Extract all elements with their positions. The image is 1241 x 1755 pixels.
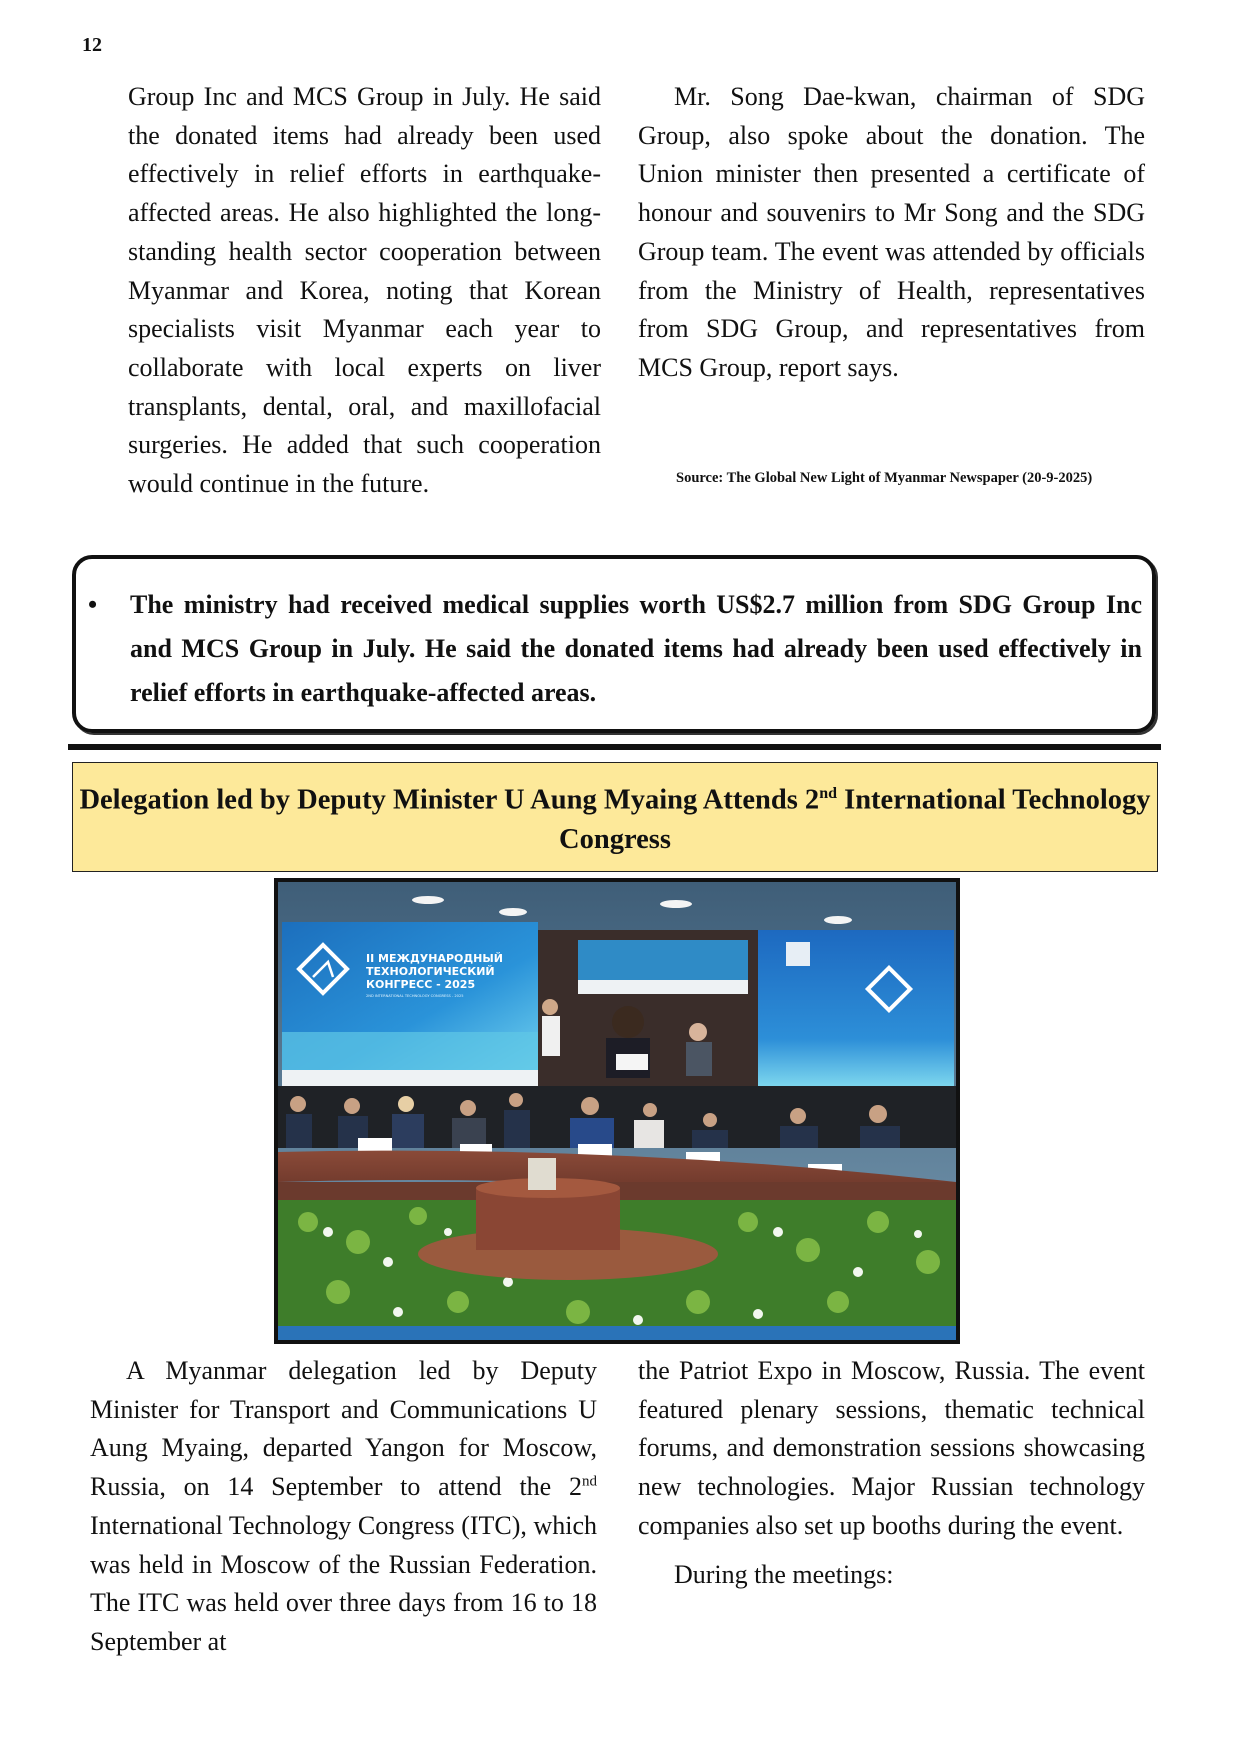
highlight-bullet-item [88, 583, 1142, 715]
screen-subtitle: 2ND INTERNATIONAL TECHNOLOGY CONGRESS - 2025 [366, 994, 464, 998]
article-text-continued: International Technology Congress (ITC), which was held in Moscow of the Russian Federation. The ITC was held over three days from 16 to 18 September at [90, 1510, 597, 1656]
highlight-text: The ministry had received medical supplies worth US$2.7 million from SDG Group Inc and MCS Group in July. He said the donated items had already been used effectively in relief efforts in earthquake-affected areas. [130, 590, 1142, 707]
paragraph-spacer [638, 1546, 1145, 1556]
prev-article-paragraph: Group Inc and MCS Group in July. He said the donated items had already been used effectively in relief efforts in earthquake-affected areas. He also highlighted the long-standing health sector cooperation between Myanmar and Korea, noting that Korean specialists visit Myanmar each year to collaborate with local experts on liver transplants, dental, oral, and maxillofacial surgeries. He added that such cooperation would continue in the future. [128, 82, 601, 499]
article-headline-banner [72, 762, 1158, 872]
article-superscript: nd [582, 1473, 597, 1490]
article-text: A Myanmar delegation led by Deputy Minister for Transport and Communications U Aung Myaing, departed Yangon for Moscow, Russia, on 14 September to attend the 2 [90, 1356, 597, 1502]
headline-superscript: nd [819, 784, 837, 802]
screen-title-line2: ТЕХНОЛОГИЧЕСКИЙ [366, 965, 495, 978]
prev-article-right-column [638, 78, 1145, 388]
bullet-icon: • [88, 590, 98, 619]
page-number: 12 [82, 34, 102, 56]
article-paragraph: the Patriot Expo in Moscow, Russia. The event featured plenary sessions, thematic technical forums, and demonstration sessions showcasing new technologies. Major Russian technology companies also set up booths during the event. [638, 1356, 1145, 1540]
article-left-column [90, 1352, 597, 1662]
article-paragraph [90, 1352, 597, 1662]
section-divider [68, 744, 1161, 750]
conference-photo [278, 882, 956, 1340]
headline-text-continued: International Technology Congress [559, 784, 1151, 856]
highlight-box [72, 555, 1156, 733]
screen-title-line3: КОНГРЕСС - 2025 [366, 978, 476, 991]
screen-title-line1: II МЕЖДУНАРОДНЫЙ [366, 952, 503, 965]
source-citation: Source: The Global New Light of Myanmar Newspaper (20-9-2025) [676, 470, 1093, 486]
prev-article-left-column [128, 78, 601, 504]
article-paragraph: During the meetings: [674, 1559, 894, 1589]
article-headline [73, 774, 1157, 861]
headline-text: Delegation led by Deputy Minister U Aung Myaing Attends 2 [79, 784, 820, 816]
article-photo [274, 878, 960, 1344]
prev-article-paragraph: Mr. Song Dae-kwan, chairman of SDG Group, also spoke about the donation. The Union minister then presented a certificate of honour and souvenirs to Mr Song and the SDG Group team. The event was attended by officials from the Ministry of Health, representatives from SDG Group, and representatives from MCS Group, report says. [638, 82, 1145, 382]
article-right-column [638, 1352, 1145, 1594]
